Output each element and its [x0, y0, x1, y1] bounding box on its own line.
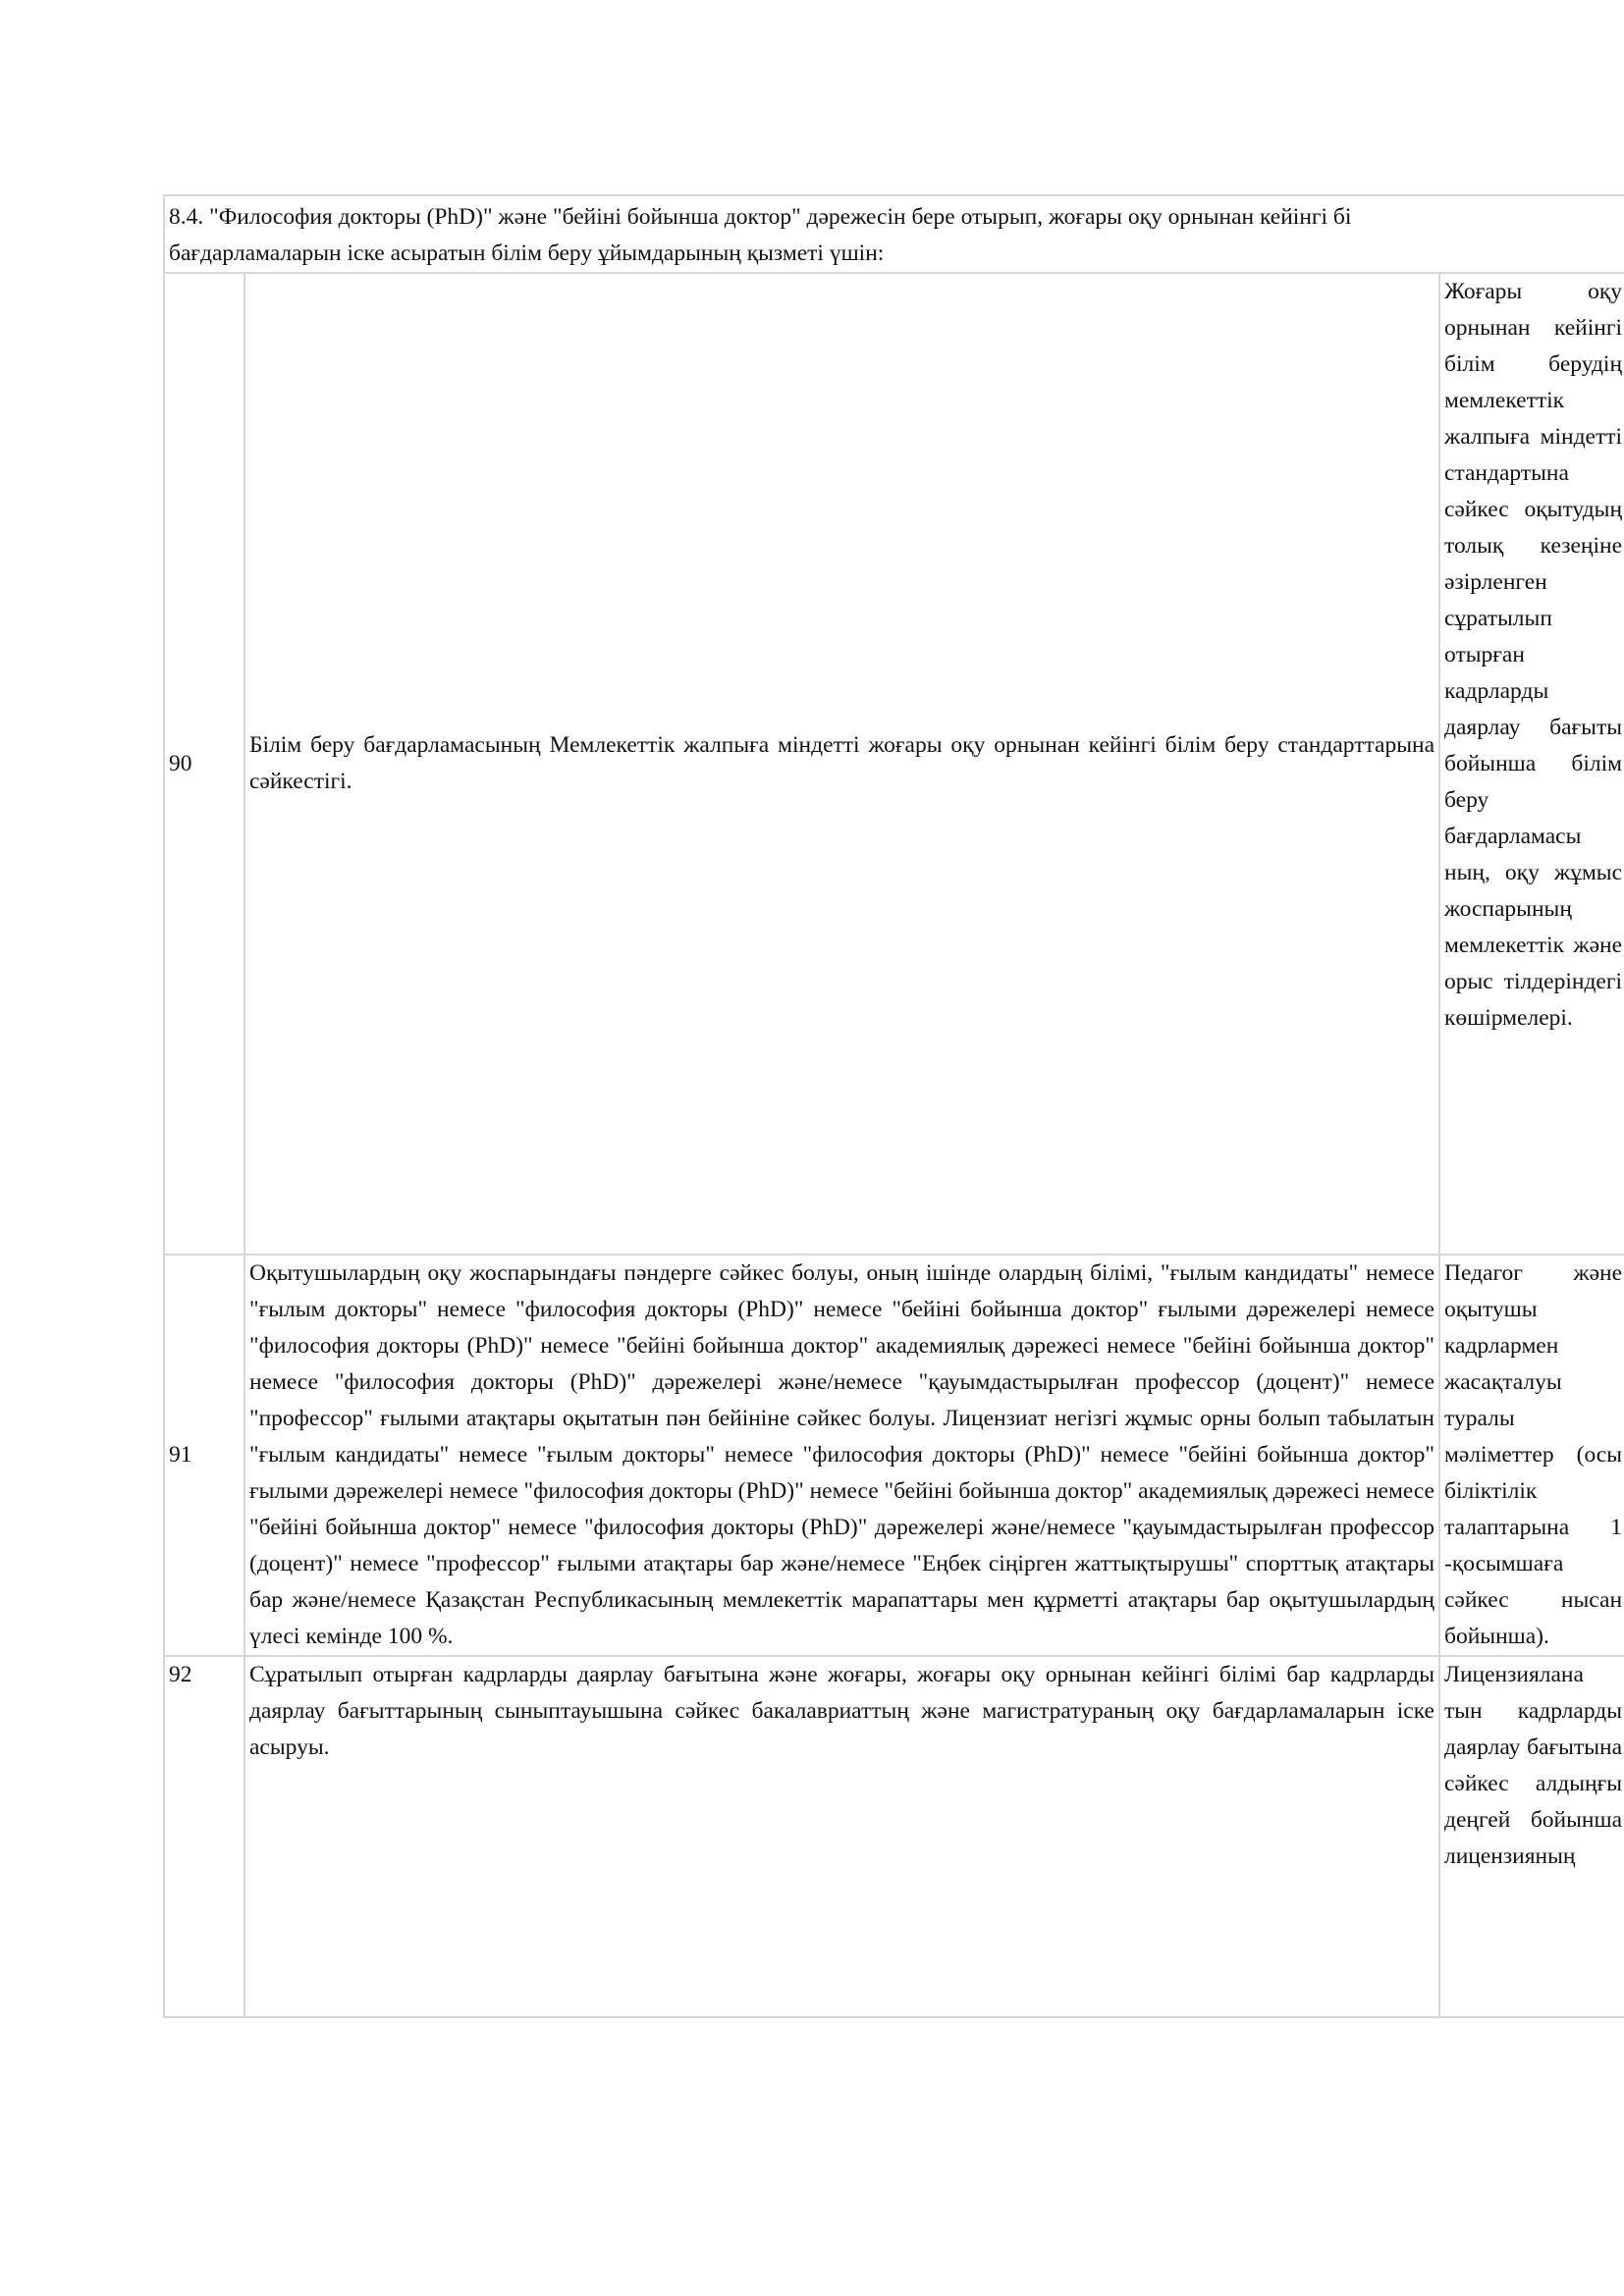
row-number: 91	[164, 1255, 244, 1656]
requirements-table	[163, 194, 1624, 2018]
documents-text: Жоғары оқу орнынан кейінгі білім берудің мемлекеттік жалпыға міндетті стандартына сәйкес оқытудың толық кезеңіне әзірленген сұратылып отырған кадрларды даярлау бағыты бойынша білім беру бағдарламасы ның, оқу жұмыс жоспарының мемлекеттік және орыс тілдеріндегі көшірмелері.	[1439, 273, 1624, 1255]
row-number: 92	[164, 1656, 244, 2017]
requirement-text: Сұратылып отырған кадрларды даярлау бағытына және жоғары, жоғары оқу орнынан кейінгі білімі бар кадрларды даярлау бағыттарының сыныптауышына сәйкес бакалавриаттың және магистратураның оқу бағдарламаларын іске асыруы.	[244, 1656, 1439, 2017]
documents-text: Педагог және оқытушы кадрлармен жасақталуы туралы мәліметтер (осы біліктілік талаптарына 1 -қосымшаға сәйкес нысан бойынша).	[1439, 1255, 1624, 1656]
requirement-text: Білім беру бағдарламасының Мемлекеттік жалпыға міндетті жоғары оқу орнынан кейінгі білім беру стандарттарына сәйкестігі.	[244, 273, 1439, 1255]
section-header	[164, 195, 1624, 273]
table-row	[164, 1255, 1624, 1656]
section-header-row	[164, 195, 1624, 273]
requirement-text: Оқытушылардың оқу жоспарындағы пәндерге сәйкес болуы, оның ішінде олардың білімі, "ғылым кандидаты" немесе "ғылым докторы" немесе "философия докторы (PhD)" немесе "бейіні бойынша доктор" ғылыми дәрежелері немесе "философия докторы (PhD)" немесе "бейіні бойынша доктор" академиялық дәрежесі немесе "бейіні бойынша доктор" немесе "философия докторы (PhD)" дәрежелері және/немесе "қауымдастырылған профессор (доцент)" немесе "профессор" ғылыми атақтары оқытатын пән бейініне сәйкес болуы. Лицензиат негізгі жұмыс орны болып табылатын "ғылым кандидаты" немесе "ғылым докторы" немесе "философия докторы (PhD)" немесе "бейіні бойынша доктор" ғылыми дәрежелері немесе "философия докторы (PhD)" немесе "бейіні бойынша доктор" академиялық дәрежесі немесе "бейіні бойынша доктор" немесе "философия докторы (PhD)" дәрежелері және/немесе "қауымдастырылған профессор (доцент)" немесе "профессор" ғылыми атақтары бар және/немесе "Еңбек сіңірген жаттықтырушы" спорттық атақтары бар және/немесе Қазақстан Республикасының мемлекеттік марапаттары мен құрметті атақтары бар оқытушылардың үлесі кемінде 100 %.	[244, 1255, 1439, 1656]
table-row	[164, 1656, 1624, 2017]
documents-text: Лицензиялана тын кадрларды даярлау бағытына сәйкес алдыңғы деңгей бойынша лицензияның	[1439, 1656, 1624, 2017]
section-header-line1: 8.4. "Философия докторы (PhD)" және "бейіні бойынша доктор" дәрежесін бере отырып, жоғары оқу орнынан кейінгі бі	[169, 204, 1352, 230]
row-number: 90	[164, 273, 244, 1255]
table-row	[164, 273, 1624, 1255]
section-header-line2: бағдарламаларын іске асыратын білім беру ұйымдарының қызметі үшін:	[169, 240, 885, 266]
